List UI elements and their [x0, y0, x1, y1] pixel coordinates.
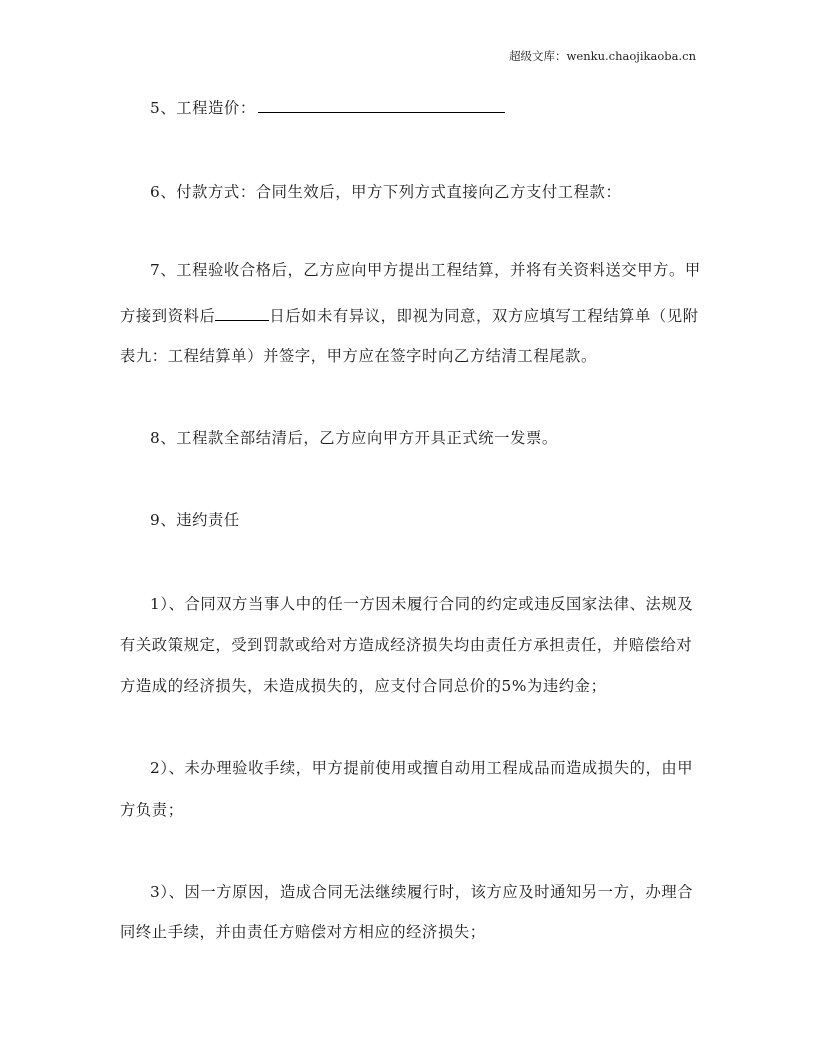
- item-7-line-2-before: 方接到资料后: [120, 307, 216, 325]
- clause-3-line-1: 3）、因一方原因，造成合同无法继续履行时，该方应及时通知另一方，办理合: [150, 883, 694, 901]
- item-7-line-2-after: 日后如未有异议，即视为同意，双方应填写工程结算单（见附: [269, 307, 699, 325]
- project-cost-blank: [258, 98, 505, 113]
- item-5-label: 5、工程造价：: [150, 99, 256, 117]
- clause-2-line-2: 方负责；: [120, 801, 184, 819]
- days-blank: [215, 306, 269, 321]
- item-8-invoice: 8、工程款全部结清后，乙方应向甲方开具正式统一发票。: [150, 429, 558, 447]
- page-header-watermark: 超级文库：wenku.chaojikaoba.cn: [509, 49, 696, 63]
- clause-1-line-1: 1）、合同双方当事人中的任一方因未履行合同的约定或违反国家法律、法规及: [150, 595, 694, 613]
- item-7-line-2: [120, 305, 700, 327]
- clause-2-line-1: 2）、未办理验收手续，甲方提前使用或擅自动用工程成品而造成损失的，由甲: [150, 759, 694, 777]
- clause-3-line-2: 同终止手续，并由责任方赔偿对方相应的经济损失；: [120, 923, 486, 941]
- item-5-project-cost: [150, 97, 700, 119]
- item-9-liability-heading: 9、违约责任: [150, 511, 240, 529]
- item-7-line-3: 表九：工程结算单）并签字，甲方应在签字时向乙方结清工程尾款。: [120, 347, 597, 365]
- clause-1-line-2: 有关政策规定，受到罚款或给对方造成经济损失均由责任方承担责任，并赔偿给对: [120, 636, 693, 654]
- item-7-line-1: 7、工程验收合格后，乙方应向甲方提出工程结算，并将有关资料送交甲方。甲: [150, 261, 701, 279]
- clause-1-line-3: 方造成的经济损失，未造成损失的，应支付合同总价的5%为违约金；: [120, 677, 607, 695]
- item-6-payment-method: 6、付款方式：合同生效后，甲方下列方式直接向乙方支付工程款：: [150, 183, 622, 201]
